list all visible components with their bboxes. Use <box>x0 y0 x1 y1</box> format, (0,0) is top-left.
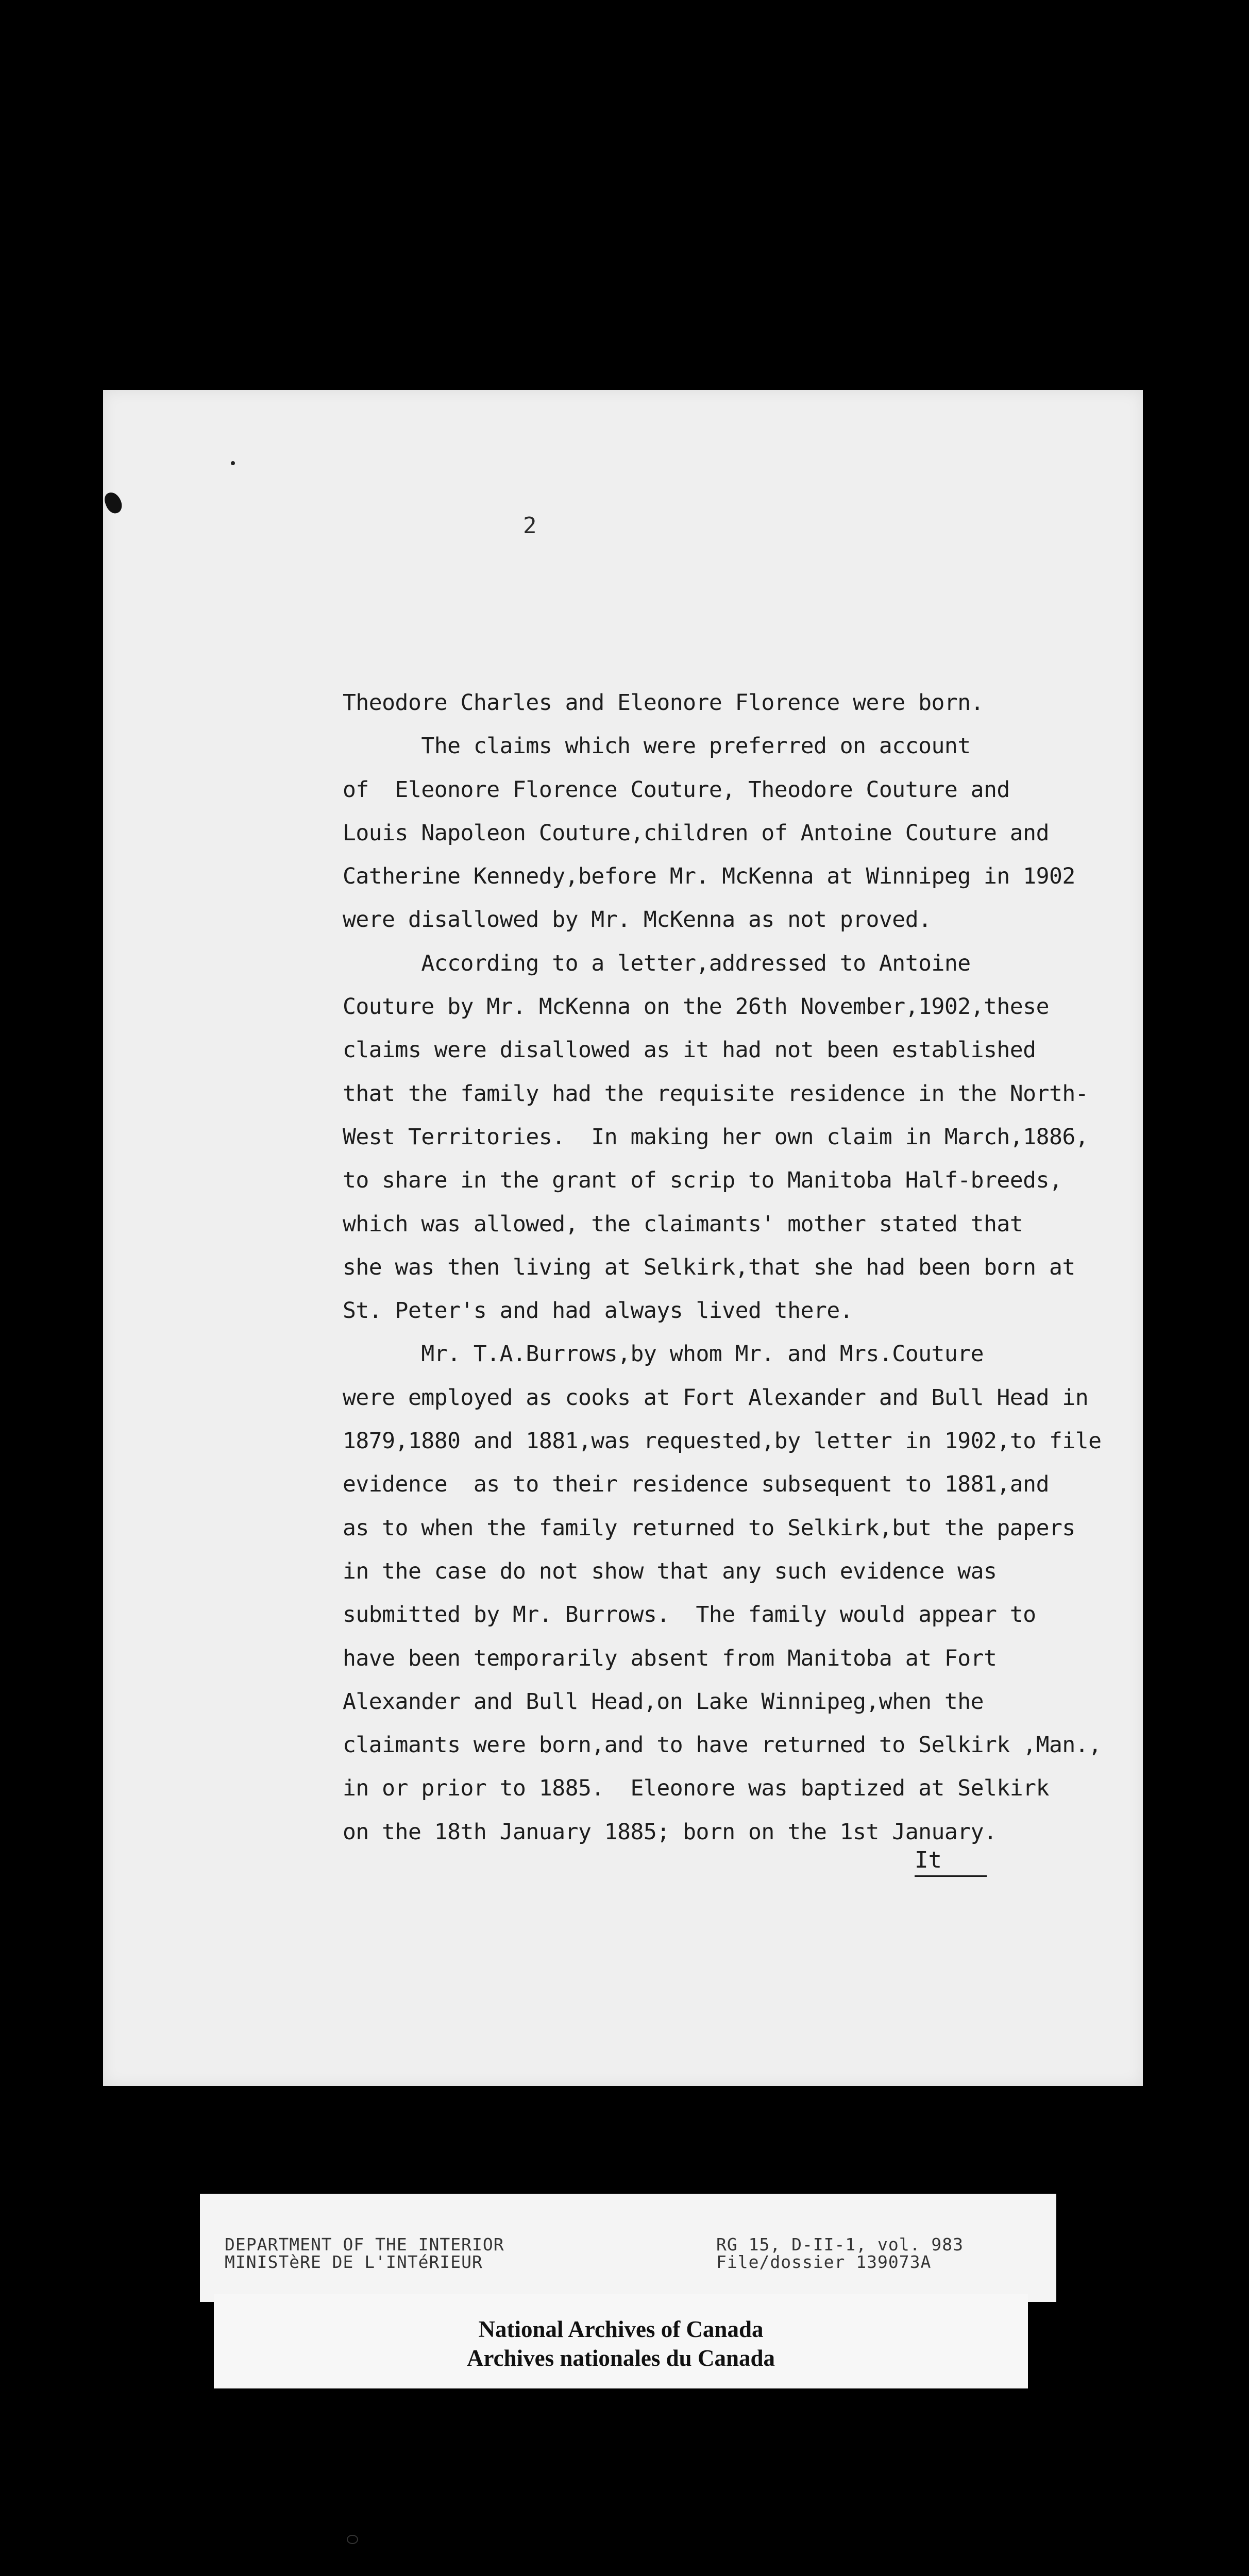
institution-label <box>214 2294 1028 2388</box>
institution-names <box>214 2315 1028 2372</box>
department-english: DEPARTMENT OF THE INTERIOR <box>225 2234 504 2255</box>
institution-name-french: Archives nationales du Canada <box>466 2345 775 2371</box>
file-number: File/dossier 139073A <box>716 2252 932 2272</box>
text-line: 1879,1880 and 1881,was requested,by letter in 1902,to file <box>343 1428 1102 1454</box>
text-line: in or prior to 1885. Eleonore was baptized at Selkirk <box>343 1775 1049 1802</box>
text-line: that the family had the requisite residence in the North- <box>343 1080 1089 1107</box>
text-line: The claims which were preferred on account <box>343 733 971 759</box>
text-line: were disallowed by Mr. McKenna as not proved. <box>343 907 932 933</box>
text-line: she was then living at Selkirk,that she had been born at <box>343 1254 1075 1280</box>
record-group-reference: RG 15, D-II-1, vol. 983 <box>716 2234 964 2255</box>
text-line: West Territories. In making her own claim in March,1886, <box>343 1124 1089 1150</box>
text-line: to share in the grant of scrip to Manitoba Half-breeds, <box>343 1167 1062 1194</box>
text-line: Mr. T.A.Burrows,by whom Mr. and Mrs.Couture <box>343 1341 984 1367</box>
continuation-word: It <box>915 1847 942 1873</box>
text-line: Couture by Mr. McKenna on the 26th November,1902,these <box>343 994 1049 1020</box>
text-line: have been temporarily absent from Manitoba at Fort <box>343 1645 997 1671</box>
text-line: were employed as cooks at Fort Alexander and Bull Head in <box>343 1384 1089 1411</box>
paper-speck <box>231 461 235 465</box>
text-line: in the case do not show that any such evidence was <box>343 1558 997 1584</box>
text-line: Louis Napoleon Couture,children of Antoine Couture and <box>343 820 1049 846</box>
text-line: on the 18th January 1885; born on the 1st January. <box>343 1819 997 1845</box>
typed-letter-body <box>343 681 1105 1854</box>
text-line: as to when the family returned to Selkirk,but the papers <box>343 1515 1075 1541</box>
page-number: 2 <box>523 513 537 539</box>
text-line: According to a letter,addressed to Antoine <box>343 950 971 976</box>
text-line: claimants were born,and to have returned to Selkirk ,Man., <box>343 1732 1102 1758</box>
continuation-rule <box>915 1875 987 1877</box>
department-french: MINISTèRE DE L'INTéRIEUR <box>225 2252 483 2272</box>
institution-name-english: National Archives of Canada <box>478 2316 764 2342</box>
text-line: of Eleonore Florence Couture, Theodore Couture and <box>343 776 1010 803</box>
film-mark <box>347 2535 358 2544</box>
text-line: St. Peter's and had always lived there. <box>343 1298 853 1324</box>
text-line: which was allowed, the claimants' mother stated that <box>343 1211 1023 1237</box>
text-line: submitted by Mr. Burrows. The family would appear to <box>343 1602 1036 1628</box>
text-line: evidence as to their residence subsequent to 1881,and <box>343 1471 1049 1498</box>
text-line: Theodore Charles and Eleonore Florence were born. <box>343 690 984 716</box>
text-line: claims were disallowed as it had not been established <box>343 1037 1036 1063</box>
department-block <box>225 2236 504 2271</box>
reference-block <box>716 2236 964 2271</box>
text-line: Catherine Kennedy,before Mr. McKenna at Winnipeg in 1902 <box>343 863 1075 890</box>
text-line: Alexander and Bull Head,on Lake Winnipeg,when the <box>343 1688 984 1715</box>
archive-reference-label <box>200 2194 1056 2302</box>
